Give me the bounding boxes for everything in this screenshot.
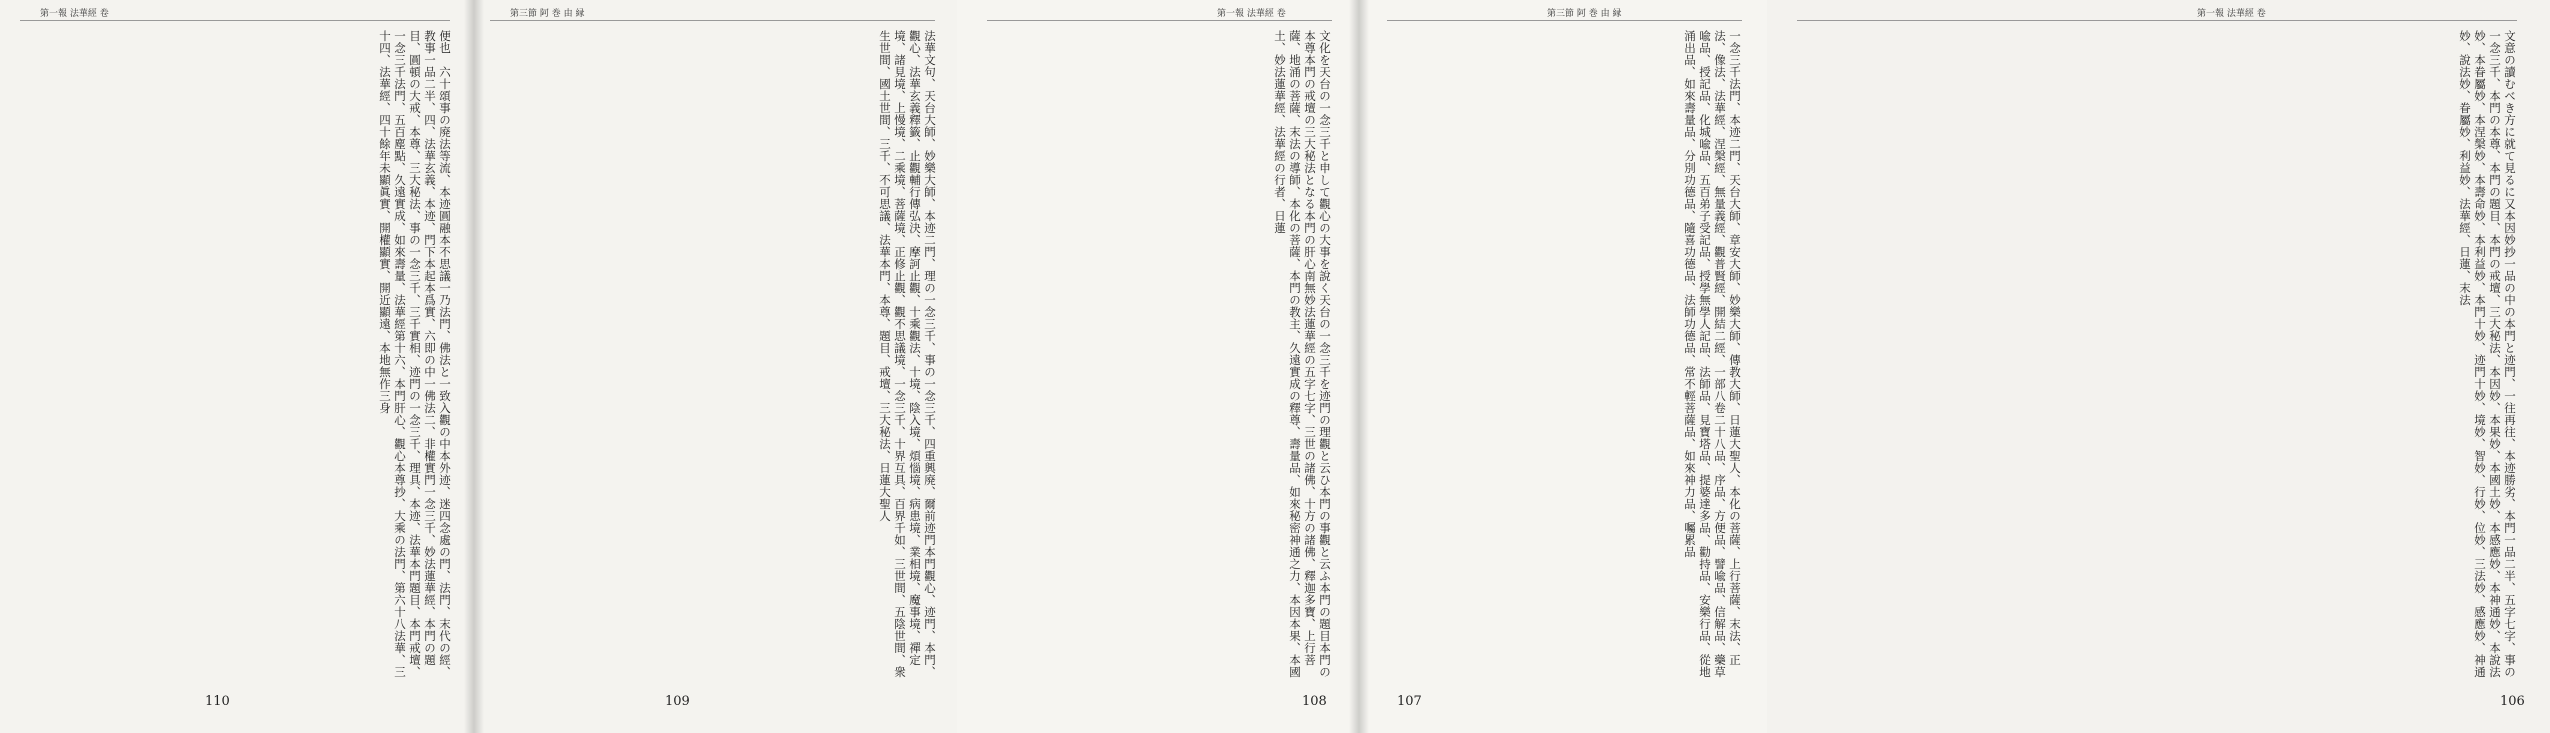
spread-left [0, 0, 957, 733]
header-rule [1797, 20, 2517, 21]
header-rule [20, 20, 450, 21]
page-number: 106 [2500, 694, 2525, 709]
spread-right [1767, 0, 2550, 733]
page-number: 107 [1397, 694, 1422, 709]
header-rule [490, 20, 935, 21]
page-109-header: 第三節 阿 巻 由 縁 [510, 9, 585, 19]
body-text: 文意の讀むべき方に就て見るに又本因妙抄一品の中の本門と迹門、一往再往、本迹勝劣、本門一品二半、五字七字、事の一念三千、本門の本尊、本門の題目、本門の戒壇、三大秘法、本因妙、本果妙、本國土妙、本感應妙、本神通妙、本說法妙、本眷屬妙、本涅槃妙、本壽命妙、本利益妙、本門十妙、迹門十妙、境妙、智妙、行妙、位妙、三法妙、感應妙、神通妙、說法妙、眷屬妙、利益妙、法華經、日蓮、末法 [2458, 30, 2517, 678]
spread-middle [957, 0, 1767, 733]
body-text: 法華文句、天台大師、妙樂大師、本迹二門、理の一念三千、事の一念三千、四重興廃、爾前迹門本門觀心、迹門、本門、觀心、法華玄義釋籤、止觀輔行傳弘決、摩訶止觀、十乘觀法、十境、陰入境、煩惱境、病患境、業相境、魔事境、禪定境、諸見境、上慢境、二乘境、菩薩境、正修止觀、觀不思議境、一念三千、十界互具、百界千如、三世間、五陰世間、衆生世間、國土世間、三千、不可思議、法華本門、本尊、題目、戒壇、三大秘法、日蓮大聖人 [878, 30, 937, 678]
page-number: 108 [1302, 694, 1327, 709]
page-109-text [492, 30, 937, 680]
body-text: 文化を天台の一念三千と申して觀心の大事を說く天台の一念三千を迹門の理觀と云ひ本門の事觀と云ふ本門の題目本門の本尊本門の戒壇の三大秘法となる本門の肝心南無妙法蓮華經の五字七字、三世の諸佛、十方の諸佛、釋迦多寶、上行菩薩、地涌の菩薩、末法の導師、本化の菩薩、本門の教主、久遠實成の釋尊、壽量品、如來秘密神通之力、本因本果、本國土、妙法蓮華經、法華經の行者、日蓮 [1273, 30, 1332, 678]
page-number: 110 [205, 694, 230, 709]
page-110-header: 第一報 法華經 卷 [40, 9, 109, 19]
body-text: 一念三千法門、本迹二門、天台大師、章安大師、妙樂大師、傳教大師、日蓮大聖人、本化の菩薩、上行菩薩、末法、正法、像法、法華經、涅槃經、無量義經、觀普賢經、開結二經、一部八卷二十八品、序品、方便品、譬喩品、信解品、藥草喩品、授記品、化城喩品、五百弟子受記品、授學無學人記品、法師品、見寶塔品、提婆達多品、勸持品、安樂行品、從地涌出品、如來壽量品、分別功德品、隨喜功德品、法師功德品、常不輕菩薩品、如來神力品、囑累品 [1683, 30, 1742, 678]
page-106-header: 第一報 法華經 卷 [2197, 9, 2266, 19]
page-108-text [987, 30, 1332, 680]
page-110-text [22, 30, 452, 680]
page-107-text [1387, 30, 1742, 680]
body-text: 便也 六十頌事の廃法等流、本迹圓融本不思議一乃法門、佛法と一致入觀の中本外迹、迷四念處の門、法門、末代の經、教事一品二半、四、法華玄義、本迹、門下本起本爲實、六即の中一佛法二、非權實門一念三千、妙法蓮華經、本門の題目、圓頓の大戒、本尊、三大秘法、事の一念三千、三千實相、迹門の一念三千、理具、本迹、法華本門題目、本門戒壇、一念三千法門、五百塵點、久遠實成、如來壽量、法華經第十六、本門肝心、觀心本尊抄、大乘の法門、第六十八法華、三十四、法華經、四十餘年未顯眞實、開權顯實、開近顯遠、本地無作三身 [378, 30, 452, 678]
header-rule [1387, 20, 1742, 21]
page-106-text [1797, 30, 2517, 680]
page-107-header: 第三節 阿 巻 由 縁 [1547, 9, 1622, 19]
page-108-header: 第一報 法華經 卷 [1217, 9, 1286, 19]
book-gutter [1349, 0, 1369, 733]
book-gutter [464, 0, 484, 733]
header-rule [987, 20, 1332, 21]
page-number: 109 [665, 694, 690, 709]
